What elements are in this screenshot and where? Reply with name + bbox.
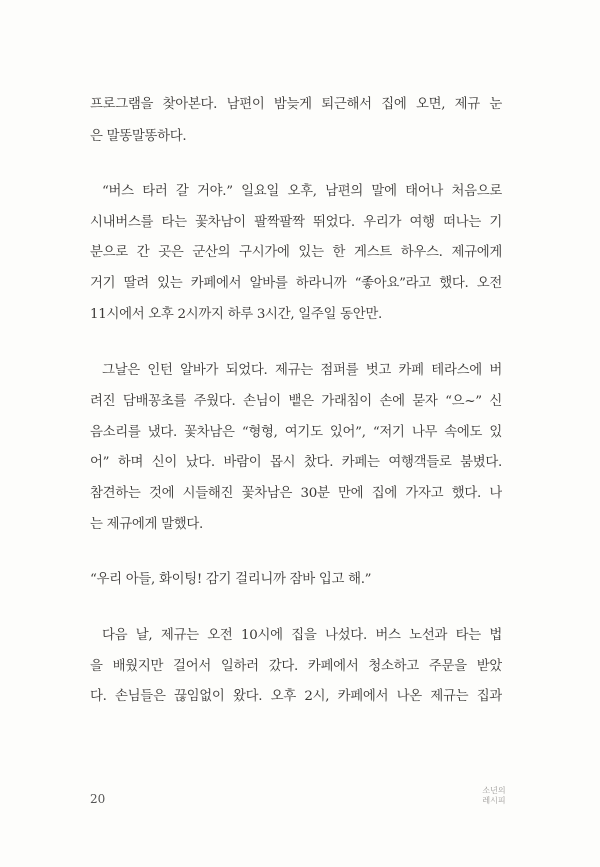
text-line: 는 제규에게 말했다. (90, 517, 203, 532)
text-line: 은 말똥말똥하다. (90, 129, 187, 144)
text-line: 그날은 인턴 알바가 되었다. 제규는 점퍼를 벗고 카페 테라스에 버 (102, 363, 502, 378)
text-line: 다. 손님들은 끊임없이 왔다. 오후 2시, 카페에서 나온 제규는 집과 (90, 689, 502, 704)
text-line: 시내버스를 타는 꽃차남이 팔짝팔짝 뛰었다. 우리가 여행 떠나는 기 (90, 215, 502, 230)
text-line: 11시에서 오후 2시까지 하루 3시간, 일주일 동안만. (90, 307, 382, 322)
text-line: 음소리를 냈다. 꽃차남은 “형형, 여기도 있어”, “저기 나무 속에도 있 (90, 425, 502, 440)
text-line: “버스 타러 갈 거야.” 일요일 오후, 남편의 말에 태어나 처음으로 (102, 184, 502, 199)
text-line: 프로그램을 찾아본다. 남편이 밤늦게 퇴근해서 집에 오면, 제규 눈 (90, 97, 502, 112)
text-line: 거기 딸려 있는 카페에서 알바를 하라니까 “좋아요”라고 했다. 오전 (90, 276, 502, 291)
text-line: 려진 담배꽁초를 주웠다. 손님이 뱉은 가래침이 손에 묻자 “으~” 신 (90, 394, 502, 409)
running-title-line: 레시피 (482, 796, 506, 805)
text-line: 분으로 간 곳은 군산의 구시가에 있는 한 게스트 하우스. 제규에게 (90, 245, 502, 260)
text-line: 참견하는 것에 시들해진 꽃차남은 30분 만에 집에 가자고 했다. 나 (90, 486, 502, 501)
running-title-line: 소년의 (482, 786, 506, 795)
text-line: 을 배웠지만 걸어서 일하러 갔다. 카페에서 청소하고 주문을 받았 (90, 659, 502, 674)
running-title (482, 786, 506, 806)
text-line: “우리 아들, 화이팅! 감기 걸리니까 잠바 입고 해.” (90, 572, 372, 587)
text-line: 다음 날, 제규는 오전 10시에 집을 나섰다. 버스 노선과 타는 법 (102, 628, 502, 643)
page-number: 20 (90, 792, 106, 806)
text-line: 어” 하며 신이 났다. 바람이 몹시 찼다. 카페는 여행객들로 붐볐다. (90, 455, 502, 470)
